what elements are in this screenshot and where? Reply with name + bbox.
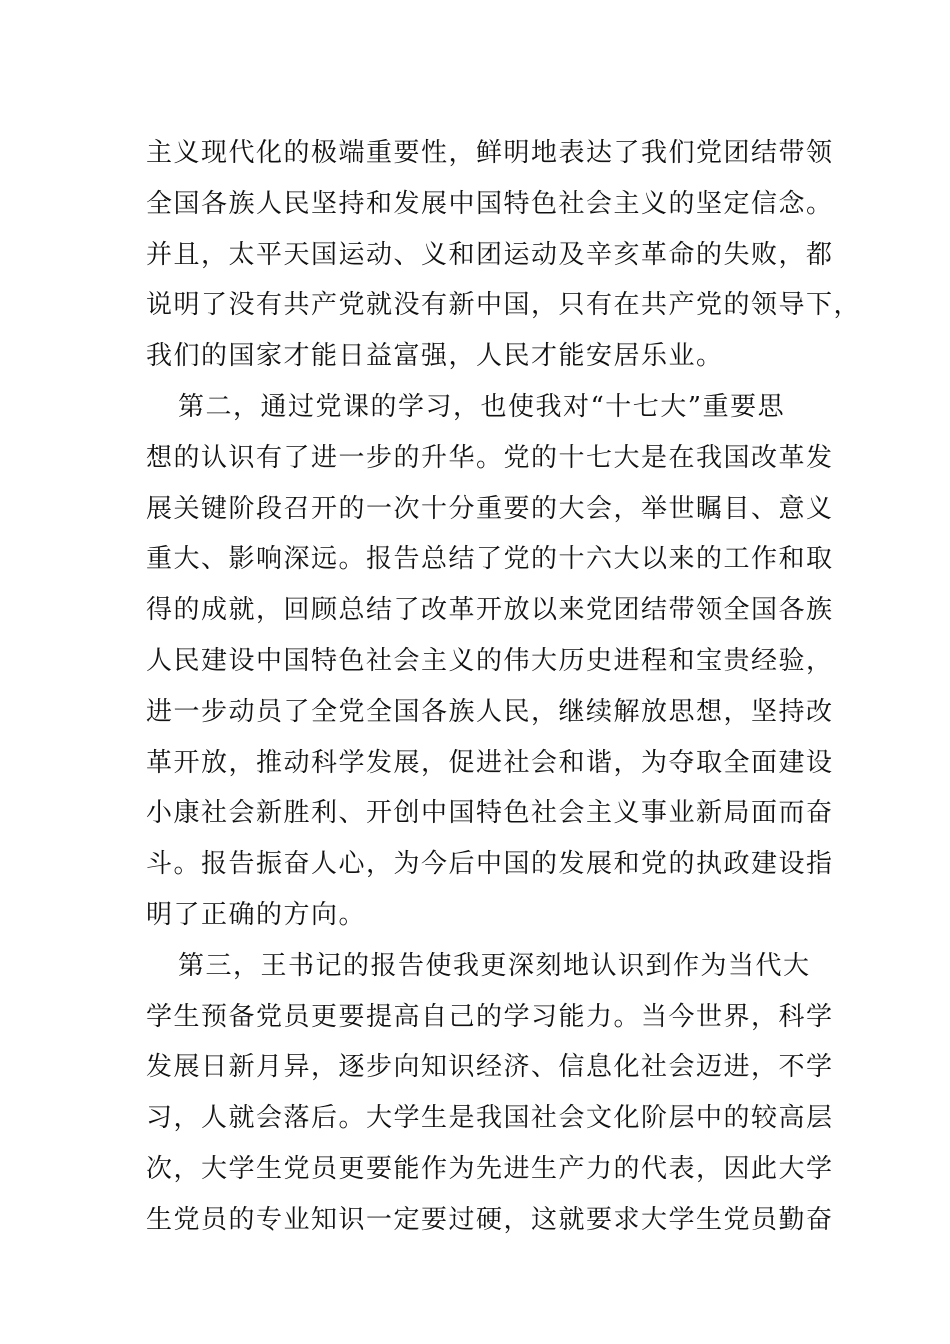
text-line: 发展日新月异，逐步向知识经济、信息化社会迈进，不学 xyxy=(146,1052,834,1083)
text-line: 小康社会新胜利、开创中国特色社会主义事业新局面而奋 xyxy=(146,798,834,829)
text-line: 重大、影响深远。报告总结了党的十六大以来的工作和取 xyxy=(146,544,834,575)
text-line: 习，人就会落后。大学生是我国社会文化阶层中的较高层 xyxy=(146,1103,834,1134)
text-line: 我们的国家才能日益富强，人民才能安居乐业。 xyxy=(146,341,724,372)
text-line: 学生预备党员更要提高自己的学习能力。当今世界，科学 xyxy=(146,1001,834,1032)
text-line: 想的认识有了进一步的升华。党的十七大是在我国改革发 xyxy=(146,442,834,473)
text-line: 生党员的专业知识一定要过硬，这就要求大学生党员勤奋 xyxy=(146,1204,834,1235)
text-line: 进一步动员了全党全国各族人民，继续解放思想，坚持改 xyxy=(146,696,834,727)
text-line: 人民建设中国特色社会主义的伟大历史进程和宝贵经验， xyxy=(146,645,834,676)
text-line: 革开放，推动科学发展，促进社会和谐，为夺取全面建设 xyxy=(146,747,834,778)
paragraph-start-line: 第三，王书记的报告使我更深刻地认识到作为当代大 xyxy=(178,950,811,981)
text-line: 明了正确的方向。 xyxy=(146,899,367,930)
text-line: 展关键阶段召开的一次十分重要的大会，举世瞩目、意义 xyxy=(146,493,834,524)
text-line: 斗。报告振奋人心，为今后中国的发展和党的执政建设指 xyxy=(146,849,834,880)
text-line: 说明了没有共产党就没有新中国，只有在共产党的领导下， xyxy=(146,290,862,321)
text-line: 并且，太平天国运动、义和团运动及辛亥革命的失败，都 xyxy=(146,239,834,270)
body-text xyxy=(146,128,862,1246)
paragraph-start-line: 第二，通过党课的学习，也使我对“十七大”重要思 xyxy=(178,391,786,422)
text-line: 次，大学生党员更要能作为先进生产力的代表，因此大学 xyxy=(146,1153,834,1184)
text-line: 主义现代化的极端重要性，鲜明地表达了我们党团结带领 xyxy=(146,138,834,168)
text-line: 全国各族人民坚持和发展中国特色社会主义的坚定信念。 xyxy=(146,188,834,219)
text-line: 得的成就，回顾总结了改革开放以来党团结带领全国各族 xyxy=(146,595,834,626)
